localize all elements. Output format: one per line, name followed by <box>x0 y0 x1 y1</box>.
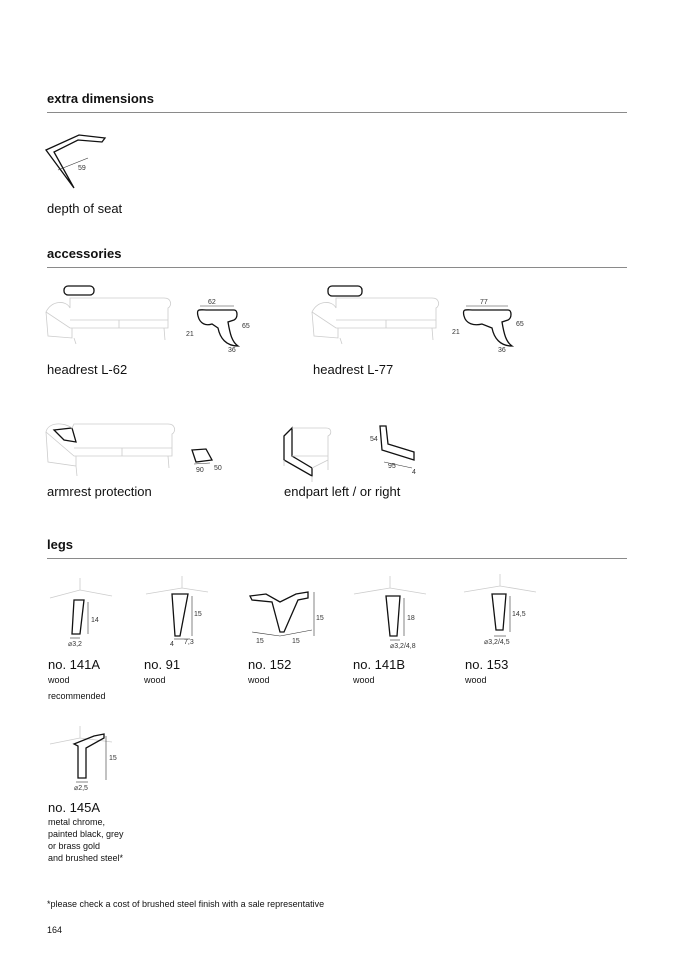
leg-152-drawing <box>246 580 336 648</box>
leg-desc-line: or brass gold <box>48 841 101 851</box>
leg-141b-dim-height: 18 <box>407 615 415 622</box>
headrest-77-dim-width: 77 <box>480 299 488 306</box>
leg-152-dim-left: 15 <box>256 638 264 645</box>
leg-141b-desc <box>353 674 375 686</box>
endpart-dim-thickness: 4 <box>412 469 416 476</box>
depth-of-seat-caption: depth of seat <box>47 201 123 216</box>
leg-91-name: no. 91 <box>144 657 181 672</box>
leg-91-dim-bottom: 4 <box>170 641 174 648</box>
leg-desc-line: and brushed steel* <box>48 853 124 863</box>
sofa-headrest-62-drawing <box>44 284 179 346</box>
leg-141a-dim-diameter: ⌀3,2 <box>68 641 82 648</box>
endpart-caption: endpart left / or right <box>284 484 401 499</box>
leg-desc-line: metal chrome, <box>48 817 106 827</box>
leg-desc-line: wood <box>353 675 375 685</box>
leg-153-dim-height: 14,5 <box>512 611 526 618</box>
endpart-drawing <box>280 420 360 482</box>
endpart-detail <box>368 424 428 476</box>
leg-91-desc <box>144 674 166 686</box>
leg-141b-dim-diameter: ⌀3,2/4,8 <box>390 643 416 650</box>
leg-91-drawing <box>142 576 232 650</box>
leg-152-name: no. 152 <box>248 657 292 672</box>
headrest-77-dim-bottom: 36 <box>498 347 506 354</box>
leg-145a-dim-diameter: ⌀2,5 <box>74 785 88 792</box>
headrest-62-detail <box>186 300 256 356</box>
depth-of-seat-drawing <box>44 130 114 192</box>
sofa-headrest-77-drawing <box>310 284 445 346</box>
leg-141a-dim-height: 14 <box>91 617 99 624</box>
endpart-dim-height: 54 <box>370 436 378 443</box>
depth-of-seat-dim: 59 <box>78 165 86 172</box>
leg-141b-drawing <box>350 576 440 652</box>
leg-153-drawing <box>460 574 550 650</box>
section-title-accessories: accessories <box>47 246 122 261</box>
sofa-armrest-drawing <box>44 418 179 480</box>
headrest-62-dim-height: 65 <box>242 323 250 330</box>
leg-91-dim-height: 15 <box>194 611 202 618</box>
leg-desc-line: painted black, grey <box>48 829 124 839</box>
page-number: 164 <box>47 925 63 935</box>
headrest-77-caption: headrest L-77 <box>313 362 394 377</box>
leg-desc-line: wood <box>465 675 487 685</box>
section-divider <box>47 267 627 268</box>
headrest-77-detail <box>452 298 532 356</box>
leg-153-desc <box>465 674 487 686</box>
leg-152-dim-right: 15 <box>292 638 300 645</box>
section-divider <box>47 112 627 113</box>
leg-152-desc <box>248 674 270 686</box>
headrest-77-dim-depth: 21 <box>452 329 460 336</box>
section-title-extra-dimensions: extra dimensions <box>47 91 154 106</box>
section-divider <box>47 558 627 559</box>
leg-153-dim-diameter: ⌀3,2/4,5 <box>484 639 510 646</box>
leg-145a-drawing <box>46 726 136 794</box>
leg-152-dim-height: 15 <box>316 615 324 622</box>
leg-141a-drawing <box>46 578 136 652</box>
leg-145a-name: no. 145A <box>48 800 101 815</box>
leg-desc-line: recommended <box>48 691 106 701</box>
armrest-detail <box>188 446 228 478</box>
armrest-caption: armrest protection <box>47 484 152 499</box>
leg-145a-dim-height: 15 <box>109 755 117 762</box>
headrest-62-caption: headrest L-62 <box>47 362 128 377</box>
headrest-62-dim-depth: 21 <box>186 331 194 338</box>
headrest-62-dim-bottom: 36 <box>228 347 236 354</box>
leg-desc-line: wood <box>248 675 270 685</box>
armrest-dim-length: 90 <box>196 467 204 474</box>
armrest-dim-height: 50 <box>214 465 222 472</box>
leg-145a-desc <box>48 816 124 864</box>
leg-91-dim-top: 7,3 <box>184 639 194 646</box>
leg-141a-desc <box>48 674 106 702</box>
headrest-62-dim-width: 62 <box>208 299 216 306</box>
leg-desc-line: wood <box>48 675 70 685</box>
headrest-77-dim-height: 65 <box>516 321 524 328</box>
leg-desc-line: wood <box>144 675 166 685</box>
leg-141b-name: no. 141B <box>353 657 406 672</box>
endpart-dim-length: 95 <box>388 463 396 470</box>
section-title-legs: legs <box>47 537 74 552</box>
leg-153-name: no. 153 <box>465 657 509 672</box>
footnote: *please check a cost of brushed steel finish with a sale representative <box>47 899 325 909</box>
leg-141a-name: no. 141A <box>48 657 101 672</box>
